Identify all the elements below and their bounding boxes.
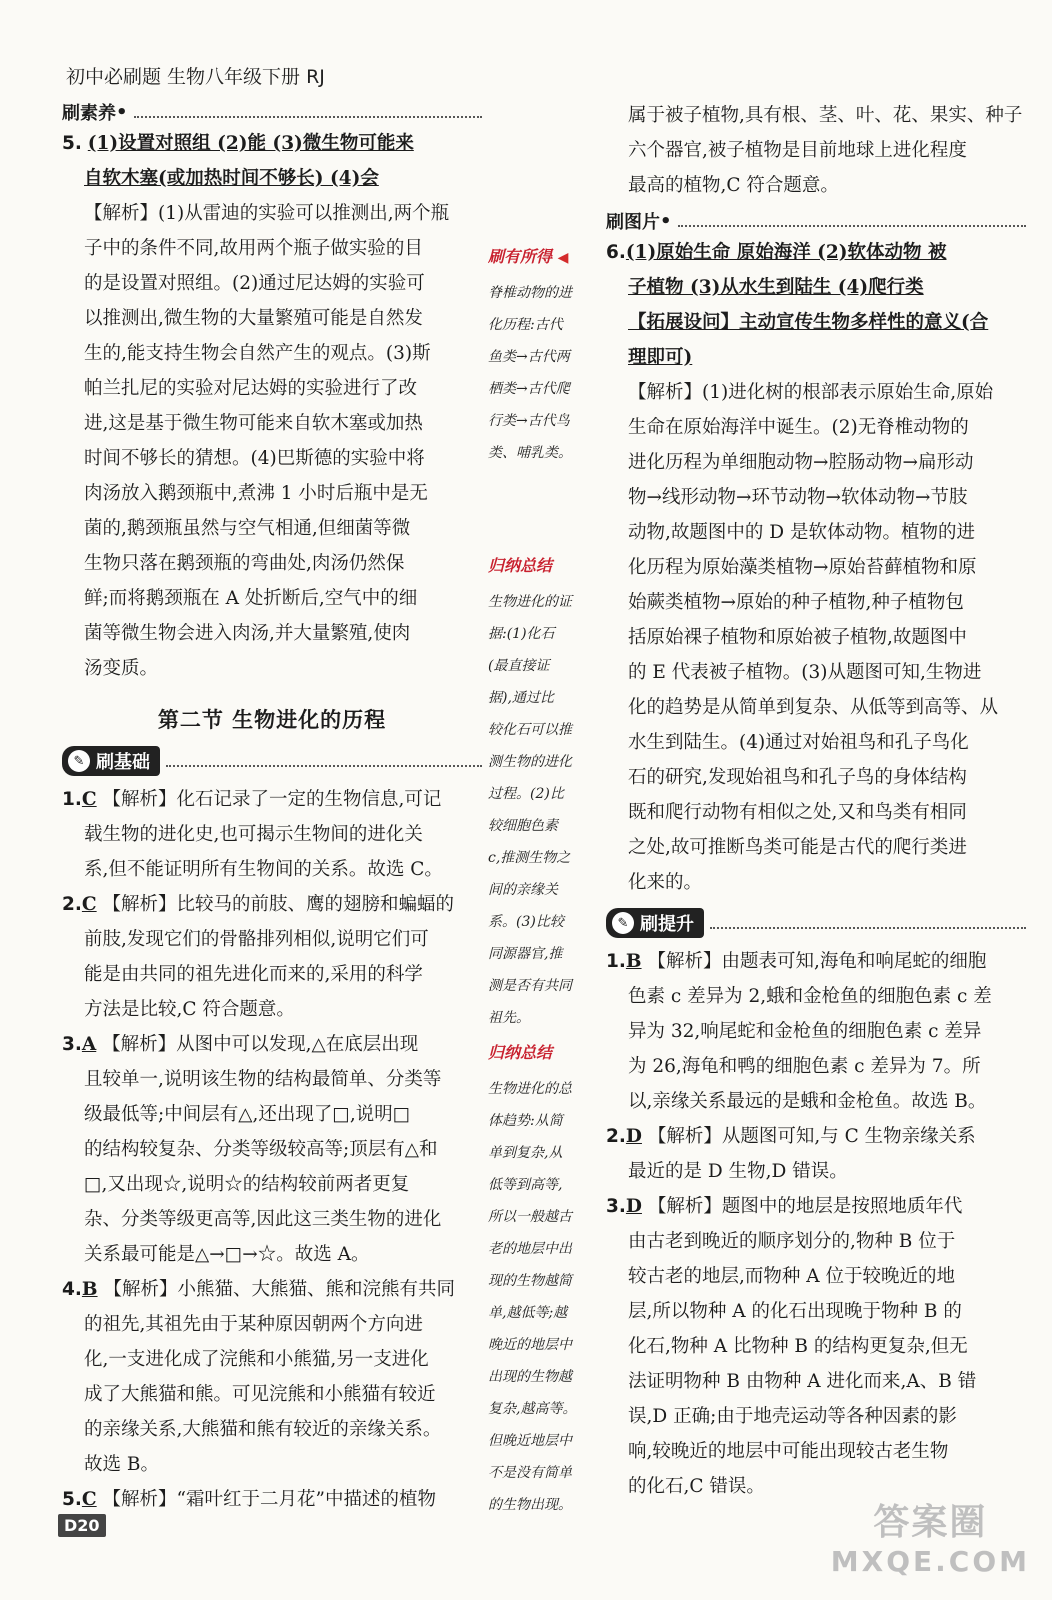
basic-q1: 1.C 【解析】化石记录了一定的生物信息,可记 载生物的进化史,也可揭示生物间的进化关 系,但不能证明所有生物间的关系。故选 C。 [62, 789, 443, 880]
left-column [62, 98, 482, 1517]
side-head-1: 刷有所得 ◀ [488, 247, 569, 266]
side-head-2: 归纳总结 [488, 556, 553, 575]
pencil-icon: ✎ [612, 912, 634, 934]
basic-q3: 3.A 【解析】从图中可以发现,△在底层出现 且较单一,说明该生物的结构最简单、分类等 级最低等;中间层有△,还出现了□,说明□ 的结构较复杂、分类等级较高等;顶层有△和 □,又出现☆,说明☆的结构较前两者更复 杂、分类等级更高等,因此这三类生物的进化 关系最可能是△→□→☆。故选 A。 [62, 1034, 442, 1265]
sidebar-notes: 刷有所得 ◀ 脊椎动物的进 化历程:古代 鱼类→古代两 栖类→古代爬 行类→古代鸟 类、哺乳类。 归纳总结 生物进化的证 据:(1)化石 (最直接证 据),通过比 较化石可以推 测生物的进化 过程。(2)比 较细胞色素 c,推测生物之 间的亲缘关 系。(3)比较 同源器官,推 测是否有共同 祖先。 归纳总结 生物进化的总 体趋势:从简 单到复杂,从 低等到高等, 所以一般越古 老的地层中出 现的生物越简 单,越低等;越 晚近的地层中 出现的生物越 复杂,越高等。 但晚近地层中 不是没有简单 的生物出现。 [488, 244, 600, 1521]
basic-q2: 2.C 【解析】比较马的前肢、鹰的翅膀和蝙蝠的 前肢,发现它们的骨骼排列相似,说明它们可 能是由共同的祖先进化而来的,采用的科学 方法是比较,C 符合题意。 [62, 894, 455, 1020]
q6-answer-line1: 6.(1)原始生命 原始海洋 (2)软体动物 被 [606, 242, 947, 263]
q5-answer-line1: 5. (1)设置对照组 (2)能 (3)微生物可能来 [62, 133, 414, 154]
right-column: 属于被子植物,具有根、茎、叶、花、果实、种子 六个器官,被子植物是目前地球上进化程度 最高的植物,C 符合题意。 刷图片 • 6.(1)原始生命 原始海洋 (2)软体动物 被 子植物 (3)从水生到陆生 (4)爬行类 【拓展设问】主动宣传生物多样性的意义(合 理即可) 【解析】(1)进化树的根部表示原始生命,原始 生命在原始海洋中诞生。(2)无脊椎动物的 进化历程为单细胞动物→腔肠动物→扁形动 物→线形动物→环节动物→软体动物→节肢 动物,故题图中的 D 是软体动物。植物的进 化历程为原始藻类植物→原始苔藓植物和原 始蕨类植物→原始的种子植物,种子植物包 括原始裸子植物和原始被子植物,故题图中 的 E 代表被子植物。(3)从题图可知,生物进 化的趋势是从简单到复杂、从低等到高等、从 水生到陆生。(4)通过对始祖鸟和孔子鸟化 石的研究,发现始祖鸟和孔子鸟的身体结构 既和爬行动物有相似之处,又和鸟类有相同 之处,故可推断鸟类可能是古代的爬行类进 化来的。 ✎ 刷提升 1.B 【解析】由题表可知,海龟和响尾蛇的细胞 色素 c 差异为 2,蛾和金枪鱼的细胞色素 c 差 异为 32,响尾蛇和金枪鱼的细胞色素 c 差异 为 26,海龟和鸭的细胞色素 c 差异为 7。所 以,亲缘关系最远的是蛾和金枪鱼。故选 B。 2.D 【解析】从题图可知,与 C 生物亲缘关系 最近的是 D 生物,D 错误。 3.D 【解析】题图中的地层是按照地质年代 由古老到晚近的顺序划分的,物种 B 位于 较古老的地层,而物种 A 位于较晚近的地 层,所以物种 A 的化石出现晚于物种 B 的 化石,物种 A 比物种 B 的结构更复杂,但无 法证明物种 B 由物种 A 进化而来,A、B 错 误,D 正确;由于地壳运动等各种因素的影 响,较晚近的地层中可能出现较古老生物 的化石,C 错误。 [606, 98, 1026, 1504]
badge-basic: ✎ 刷基础 [62, 746, 482, 776]
section-label-tupian: 刷图片 • [606, 207, 1026, 235]
q5-answer-line2: 自软木塞(或加热时间不够长) (4)会 [84, 168, 379, 189]
page-header: 初中必刷题 生物八年级下册 RJ [66, 66, 325, 88]
label-text: 刷素养 [62, 103, 116, 124]
pencil-icon: ✎ [68, 750, 90, 772]
watermark-logo: 答案圈 MXQE.COM [830, 1502, 1030, 1578]
adv-q1: 1.B 【解析】由题表可知,海龟和响尾蛇的细胞 色素 c 差异为 2,蛾和金枪鱼的细胞色素 c 差 异为 32,响尾蛇和金枪鱼的细胞色素 c 差异 为 26,海龟和鸭的细胞色素 c 差异为 7。所 以,亲缘关系最远的是蛾和金枪鱼。故选 B。 [606, 951, 992, 1112]
adv-q3: 3.D 【解析】题图中的地层是按照地质年代 由古老到晚近的顺序划分的,物种 B 位于 较古老的地层,而物种 A 位于较晚近的地 层,所以物种 A 的化石出现晚于物种 B 的 化石,物种 A 比物种 B 的结构更复杂,但无 法证明物种 B 由物种 A 进化而来,A、B 错 误,D 正确;由于地壳运动等各种因素的影 响,较晚近的地层中可能出现较古老生物 的化石,C 错误。 [606, 1196, 977, 1497]
section-title: 第二节 生物进化的历程 [157, 708, 387, 732]
section-label-suyang: 刷素养 • [62, 98, 482, 126]
side-head-3: 归纳总结 [488, 1043, 553, 1062]
q5-explanation: 【解析】(1)从雷迪的实验可以推测出,两个瓶 子中的条件不同,故用两个瓶子做实验的目 的是设置对照组。(2)通过尼达姆的实验可 以推测出,微生物的大量繁殖可能是自然发 生的,能支持生物会自然产生的观点。(3)斯 帕兰扎尼的实验对尼达姆的实验进行了改 进,这是基于微生物可能来自软木塞或加热 时间不够长的猜想。(4)巴斯德的实验中将 肉汤放入鹅颈瓶中,煮沸 1 小时后瓶中是无 菌的,鹅颈瓶虽然与空气相通,但细菌等微 生物只落在鹅颈瓶的弯曲处,肉汤仍然保 鲜;而将鹅颈瓶在 A 处折断后,空气中的细 菌等微生物会进入肉汤,并大量繁殖,使肉 汤变质。 [84, 203, 450, 679]
q6-explanation: 【解析】(1)进化树的根部表示原始生命,原始 生命在原始海洋中诞生。(2)无脊椎动物的 进化历程为单细胞动物→腔肠动物→扁形动 物→线形动物→环节动物→软体动物→节肢 动物,故题图中的 D 是软体动物。植物的进 化历程为原始藻类植物→原始苔藓植物和原 始蕨类植物→原始的种子植物,种子植物包 括原始裸子植物和原始被子植物,故题图中 的 E 代表被子植物。(3)从题图可知,生物进 化的趋势是从简单到复杂、从低等到高等、从 水生到陆生。(4)通过对始祖鸟和孔子鸟化 石的研究,发现始祖鸟和孔子鸟的身体结构 既和爬行动物有相似之处,又和鸟类有相同 之处,故可推断鸟类可能是古代的爬行类进 化来的。 [628, 382, 999, 893]
badge-advance: ✎ 刷提升 [606, 908, 1026, 938]
adv-q2: 2.D 【解析】从题图可知,与 C 生物亲缘关系 最近的是 D 生物,D 错误。 [606, 1126, 976, 1182]
basic-q4: 4.B 【解析】小熊猫、大熊猫、熊和浣熊有共同 的祖先,其祖先由于某种原因朝两个方向进 化,一支进化成了浣熊和小熊猫,另一支进化 成了大熊猫和熊。可见浣熊和小熊猫有较近 的亲缘关系,大熊猫和熊有较近的亲缘关系。 故选 B。 [62, 1279, 455, 1475]
basic-q5: 5.C 【解析】“霜叶红于二月花”中描述的植物 [62, 1489, 436, 1510]
page-number: D20 [58, 1514, 106, 1537]
